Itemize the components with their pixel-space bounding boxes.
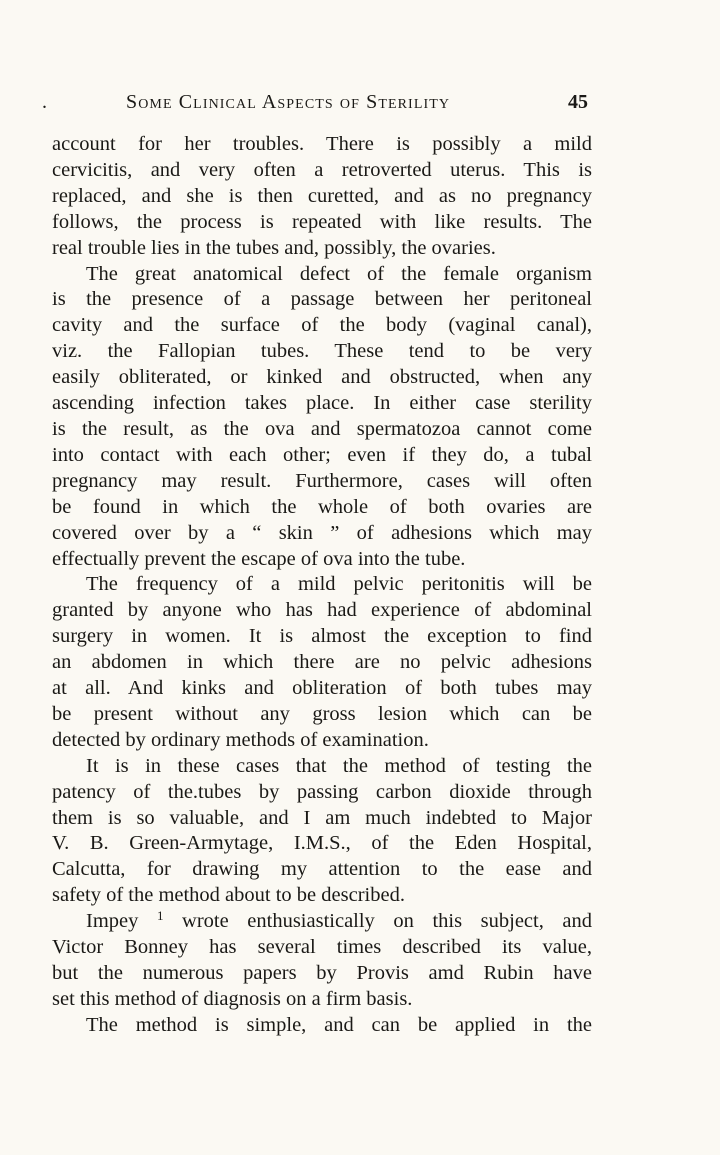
text-line: is the result, as the ova and spermatozoa cannot come (52, 417, 592, 440)
footnote-ref: 1 (156, 908, 164, 924)
text-line: surgery in women. It is almost the exception to find (52, 625, 592, 648)
text-line: an abdomen in which there are no pelvic adhesions (52, 651, 592, 674)
text-line: easily obliterated, or kinked and obstructed, when any (52, 366, 592, 389)
running-head (0, 88, 720, 116)
text-line: be present without any gross lesion which can be (52, 702, 592, 725)
text-line: set this method of diagnosis on a firm basis. (52, 987, 413, 1010)
text-line-with-footnote-ref (52, 909, 592, 935)
text-line: detected by ordinary methods of examination. (52, 728, 429, 751)
text-line: follows, the process is repeated with like results. The (52, 210, 592, 233)
text-line: viz. the Fallopian tubes. These tend to be very (52, 340, 592, 363)
text-line: It is in these cases that the method of testing the (86, 754, 592, 777)
text-line: is the presence of a passage between her peritoneal (52, 288, 592, 311)
text-line: Calcutta, for drawing my attention to the ease and (52, 858, 592, 881)
text-line: ascending infection takes place. In either case sterility (52, 392, 592, 415)
text-line: The great anatomical defect of the female organism (86, 262, 592, 285)
running-head-dot: . (42, 91, 47, 113)
page-number: 45 (568, 91, 588, 113)
text-line: into contact with each other; even if they do, a tubal (52, 443, 592, 466)
text-line: patency of the.tubes by passing carbon dioxide through (52, 780, 592, 803)
text-line: safety of the method about to be described. (52, 884, 405, 907)
text-line: but the numerous papers by Provis amd Rubin have (52, 962, 592, 984)
text-line: pregnancy may result. Furthermore, cases will often (52, 469, 592, 492)
running-head-title: Some Clinical Aspects of Sterility (126, 91, 451, 113)
text-fragment: wrote enthusiastically on this subject, and (182, 910, 593, 933)
body-text (52, 132, 592, 1039)
text-line: effectually prevent the escape of ova into the tube. (52, 547, 466, 570)
text-line: Victor Bonney has several times described its value, (52, 936, 592, 959)
text-fragment: Impey (86, 910, 139, 933)
text-line: account for her troubles. There is possibly a mild (52, 133, 592, 155)
text-line: be found in which the whole of both ovaries are (52, 495, 592, 518)
text-line: replaced, and she is then curetted, and as no pregnancy (52, 184, 592, 207)
text-line: cervicitis, and very often a retroverted uterus. This is (52, 158, 592, 181)
text-line: The frequency of a mild pelvic peritonitis will be (86, 573, 592, 596)
text-line: them is so valuable, and I am much indebted to Major (52, 806, 592, 829)
text-line: V. B. Green-Armytage, I.M.S., of the Eden Hospital, (52, 832, 592, 855)
text-line: real trouble lies in the tubes and, possibly, the ovaries. (52, 236, 496, 259)
text-line: The method is simple, and can be applied in the (86, 1013, 592, 1036)
text-line: covered over by a “ skin ” of adhesions which may (52, 521, 592, 544)
text-line: at all. And kinks and obliteration of both tubes may (52, 677, 592, 700)
text-line: granted by anyone who has had experience of abdominal (52, 599, 592, 622)
text-line: cavity and the surface of the body (vaginal canal), (52, 314, 592, 337)
